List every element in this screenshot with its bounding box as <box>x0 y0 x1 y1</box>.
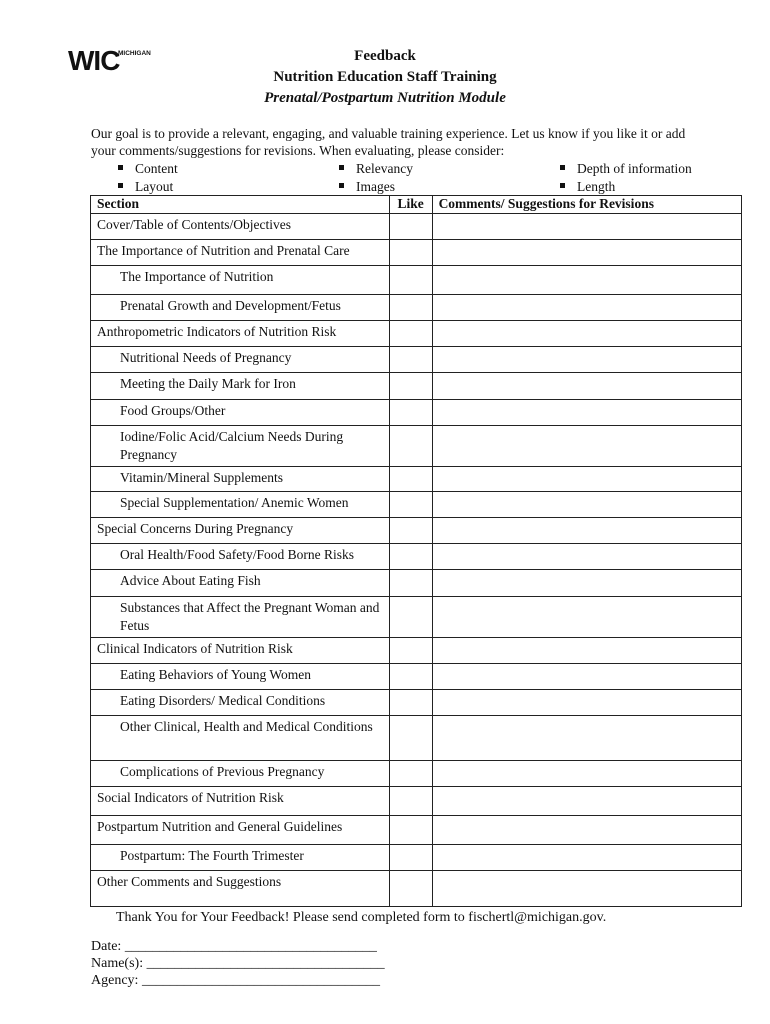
bullet-item <box>118 178 173 196</box>
table-row <box>91 664 742 690</box>
thank-you-note: Thank You for Your Feedback! Please send completed form to fischertl@michigan.gov. <box>116 910 607 925</box>
table-row <box>91 597 742 638</box>
comments-cell[interactable] <box>432 787 741 816</box>
like-cell[interactable] <box>389 492 432 518</box>
bullet-label: Depth of information <box>577 161 692 176</box>
section-label: Oral Health/Food Safety/Food Borne Risks <box>91 544 390 570</box>
bullet-label: Relevancy <box>356 161 413 176</box>
like-cell[interactable] <box>389 347 432 373</box>
comments-cell[interactable] <box>432 638 741 664</box>
section-label: Special Concerns During Pregnancy <box>91 518 390 544</box>
like-cell[interactable] <box>389 373 432 400</box>
table-row <box>91 816 742 845</box>
like-cell[interactable] <box>389 214 432 240</box>
bullet-icon <box>118 183 123 188</box>
section-label: The Importance of Nutrition <box>91 266 390 295</box>
bullet-item <box>560 178 615 196</box>
table-row <box>91 845 742 871</box>
comments-cell[interactable] <box>432 373 741 400</box>
section-label: Substances that Affect the Pregnant Woman and Fetus <box>91 597 390 638</box>
section-label: Postpartum: The Fourth Trimester <box>91 845 390 871</box>
section-label: Special Supplementation/ Anemic Women <box>91 492 390 518</box>
comments-cell[interactable] <box>432 518 741 544</box>
comments-cell[interactable] <box>432 597 741 638</box>
section-label: Postpartum Nutrition and General Guidelines <box>91 816 390 845</box>
like-cell[interactable] <box>389 871 432 907</box>
comments-cell[interactable] <box>432 570 741 597</box>
like-cell[interactable] <box>389 518 432 544</box>
bullet-item <box>339 160 413 178</box>
table-body <box>91 214 742 907</box>
comments-cell[interactable] <box>432 544 741 570</box>
form-subtitle: Nutrition Education Staff Training <box>273 69 497 85</box>
section-header: Section <box>91 196 390 214</box>
section-label: Prenatal Growth and Development/Fetus <box>91 295 390 321</box>
comments-cell[interactable] <box>432 321 741 347</box>
table-row <box>91 266 742 295</box>
like-cell[interactable] <box>389 816 432 845</box>
comments-cell[interactable] <box>432 761 741 787</box>
table-row <box>91 214 742 240</box>
bullet-label: Images <box>356 179 395 194</box>
table-row <box>91 467 742 492</box>
comments-cell[interactable] <box>432 816 741 845</box>
logo-mark: WIC <box>68 45 120 76</box>
date-field[interactable] <box>91 938 385 955</box>
bullet-icon <box>560 165 565 170</box>
table-row <box>91 426 742 467</box>
form-title: Feedback <box>354 48 416 64</box>
comments-cell[interactable] <box>432 716 741 761</box>
bullet-item <box>339 178 395 196</box>
comments-cell[interactable] <box>432 295 741 321</box>
section-label: Cover/Table of Contents/Objectives <box>91 214 390 240</box>
table-row <box>91 570 742 597</box>
table-row <box>91 638 742 664</box>
considerations-row <box>118 178 738 196</box>
section-label: Meeting the Daily Mark for Iron <box>91 373 390 400</box>
like-cell[interactable] <box>389 597 432 638</box>
table-row <box>91 373 742 400</box>
intro-paragraph: Our goal is to provide a relevant, engaging, and valuable training experience. Let us know if you like it or add your comments/suggestions for revisions. When evaluating, please consider: <box>91 126 686 158</box>
bullet-label: Content <box>135 161 178 176</box>
contact-fields <box>91 938 385 989</box>
considerations-row <box>118 160 738 178</box>
comments-cell[interactable] <box>432 400 741 426</box>
comments-cell[interactable] <box>432 240 741 266</box>
names-field[interactable] <box>91 955 385 972</box>
table-row <box>91 518 742 544</box>
comments-cell[interactable] <box>432 266 741 295</box>
section-label: Other Clinical, Health and Medical Conditions <box>91 716 390 761</box>
table-row <box>91 240 742 266</box>
bullet-label: Layout <box>135 179 174 194</box>
comments-cell[interactable] <box>432 426 741 467</box>
like-cell[interactable] <box>389 426 432 467</box>
like-cell[interactable] <box>389 240 432 266</box>
like-header: Like <box>389 196 432 214</box>
like-cell[interactable] <box>389 295 432 321</box>
section-label: Clinical Indicators of Nutrition Risk <box>91 638 390 664</box>
comments-cell[interactable] <box>432 871 741 907</box>
agency-line[interactable]: __________________________________ <box>141 973 380 988</box>
bullet-item <box>560 160 692 178</box>
section-label: Iodine/Folic Acid/Calcium Needs During Pregnancy <box>91 426 390 467</box>
section-label: Vitamin/Mineral Supplements <box>91 467 390 492</box>
considerations-list <box>118 160 738 196</box>
date-line[interactable]: ____________________________________ <box>124 939 377 954</box>
table-row <box>91 347 742 373</box>
table-row <box>91 544 742 570</box>
table-row <box>91 787 742 816</box>
bullet-icon <box>560 183 565 188</box>
like-cell[interactable] <box>389 787 432 816</box>
comments-cell[interactable] <box>432 690 741 716</box>
like-cell[interactable] <box>389 570 432 597</box>
like-cell[interactable] <box>389 400 432 426</box>
table-row <box>91 716 742 761</box>
table-row <box>91 321 742 347</box>
table-header-row <box>91 196 742 214</box>
section-label: Nutritional Needs of Pregnancy <box>91 347 390 373</box>
table-row <box>91 400 742 426</box>
bullet-icon <box>339 165 344 170</box>
agency-field[interactable] <box>91 972 385 989</box>
table-row <box>91 871 742 907</box>
like-cell[interactable] <box>389 266 432 295</box>
bullet-icon <box>339 183 344 188</box>
bullet-item <box>118 160 178 178</box>
comments-cell[interactable] <box>432 467 741 492</box>
like-cell[interactable] <box>389 664 432 690</box>
comments-cell[interactable] <box>432 492 741 518</box>
like-cell[interactable] <box>389 467 432 492</box>
names-label: Name(s): <box>91 956 144 971</box>
bullet-label: Length <box>577 179 616 194</box>
feedback-table <box>90 195 742 907</box>
section-label: Advice About Eating Fish <box>91 570 390 597</box>
section-label: Other Comments and Suggestions <box>91 871 390 907</box>
like-cell[interactable] <box>389 321 432 347</box>
section-label: Anthropometric Indicators of Nutrition Risk <box>91 321 390 347</box>
names-line[interactable]: __________________________________ <box>146 956 385 971</box>
section-label: Food Groups/Other <box>91 400 390 426</box>
like-cell[interactable] <box>389 638 432 664</box>
section-label: Eating Behaviors of Young Women <box>91 664 390 690</box>
comments-cell[interactable] <box>432 214 741 240</box>
like-cell[interactable] <box>389 544 432 570</box>
section-label: The Importance of Nutrition and Prenatal Care <box>91 240 390 266</box>
section-label: Complications of Previous Pregnancy <box>91 761 390 787</box>
section-label: Eating Disorders/ Medical Conditions <box>91 690 390 716</box>
comments-cell[interactable] <box>432 347 741 373</box>
logo-state: MICHIGAN <box>118 50 151 57</box>
like-cell[interactable] <box>389 845 432 871</box>
table-row <box>91 492 742 518</box>
agency-label: Agency: <box>91 973 139 988</box>
section-label: Social Indicators of Nutrition Risk <box>91 787 390 816</box>
date-label: Date: <box>91 939 122 954</box>
comments-cell[interactable] <box>432 664 741 690</box>
comments-cell[interactable] <box>432 845 741 871</box>
table-row <box>91 690 742 716</box>
like-cell[interactable] <box>389 716 432 761</box>
comments-header: Comments/ Suggestions for Revisions <box>432 196 741 214</box>
like-cell[interactable] <box>389 761 432 787</box>
table-row <box>91 761 742 787</box>
like-cell[interactable] <box>389 690 432 716</box>
table-row <box>91 295 742 321</box>
bullet-icon <box>118 165 123 170</box>
module-name: Prenatal/Postpartum Nutrition Module <box>264 90 506 106</box>
